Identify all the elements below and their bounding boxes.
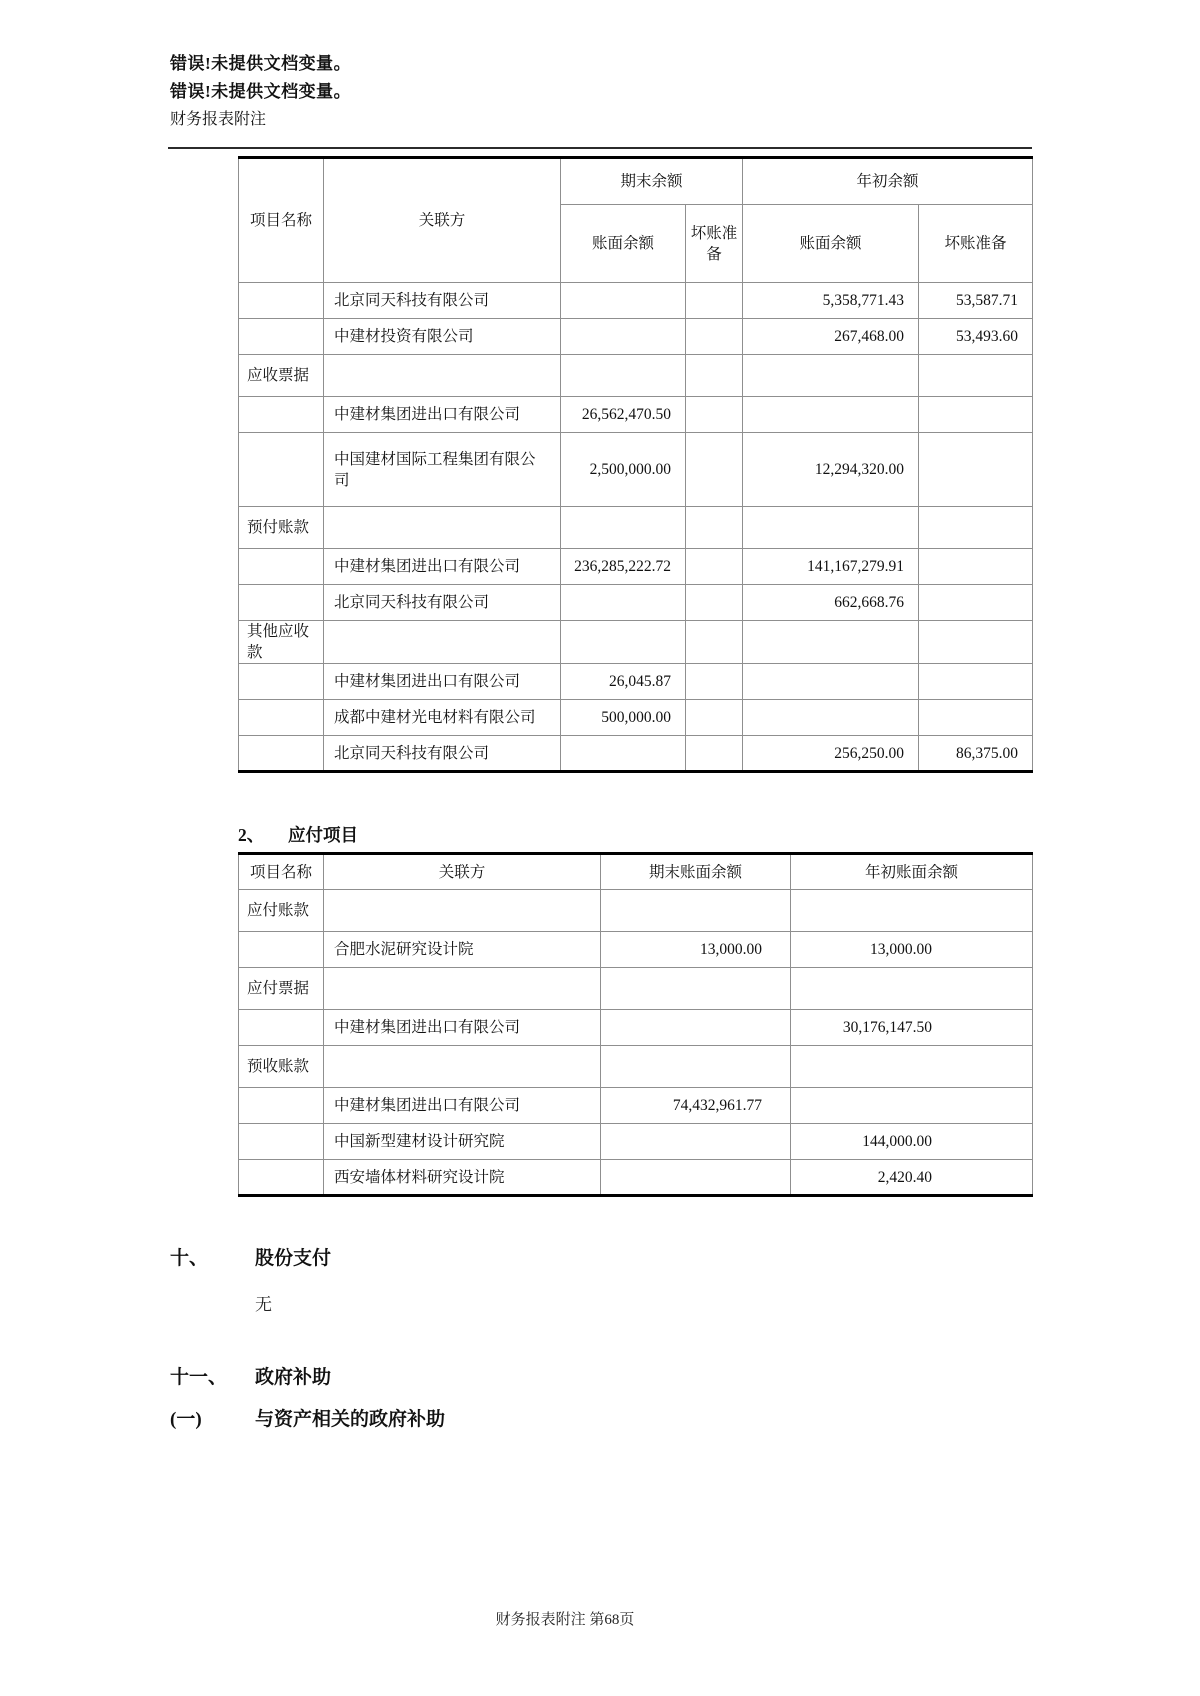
section-2-number: 2、 <box>238 825 265 845</box>
page-footer: 财务报表附注 第68页 <box>495 1612 635 1628</box>
item-cell: 应付账款 <box>239 890 324 932</box>
table-row <box>239 1160 1033 1196</box>
table-row <box>239 433 1033 507</box>
begin-bad-cell <box>919 397 1033 433</box>
table-row <box>239 549 1033 585</box>
begin-bad-cell <box>919 621 1033 664</box>
section-10-title: 股份支付 <box>255 1248 332 1269</box>
begin-book-cell: 12,294,320.00 <box>743 433 919 507</box>
party-cell: 中国建材国际工程集团有限公司 <box>324 433 561 507</box>
table-row <box>239 890 1033 932</box>
table-row <box>239 1124 1033 1160</box>
party-cell <box>324 355 561 397</box>
end-balance-cell: 74,432,961.77 <box>601 1088 791 1124</box>
party-cell: 北京同天科技有限公司 <box>324 283 561 319</box>
item-cell <box>239 736 324 772</box>
end-book-cell: 236,285,222.72 <box>561 549 686 585</box>
section-11-number: 十一、 <box>170 1367 228 1388</box>
section-10-number: 十、 <box>170 1248 209 1269</box>
begin-bad-cell: 53,587.71 <box>919 283 1033 319</box>
begin-bad-cell: 53,493.60 <box>919 319 1033 355</box>
section-11-title: 政府补助 <box>255 1367 332 1388</box>
end-bad-cell <box>686 549 743 585</box>
section-11-1-heading <box>170 1404 445 1431</box>
col-header-item: 项目名称 <box>239 854 324 890</box>
col-header-party: 关联方 <box>324 158 561 283</box>
item-cell <box>239 283 324 319</box>
col-header-end-bad-debt: 坏账准备 <box>686 205 743 283</box>
end-bad-cell <box>686 621 743 664</box>
item-cell: 应付票据 <box>239 968 324 1010</box>
item-cell <box>239 433 324 507</box>
party-cell: 北京同天科技有限公司 <box>324 736 561 772</box>
party-cell: 中国新型建材设计研究院 <box>324 1124 601 1160</box>
begin-bad-cell: 86,375.00 <box>919 736 1033 772</box>
begin-bad-cell <box>919 433 1033 507</box>
end-balance-cell <box>601 968 791 1010</box>
begin-book-cell <box>743 700 919 736</box>
document-header <box>170 50 351 134</box>
section-11-1-number: (一) <box>170 1409 202 1430</box>
col-header-item: 项目名称 <box>239 158 324 283</box>
begin-balance-cell <box>791 968 1033 1010</box>
begin-balance-cell: 144,000.00 <box>791 1124 1033 1160</box>
table-row <box>239 700 1033 736</box>
header-line-1: 错误!未提供文档变量。 <box>170 54 352 73</box>
begin-balance-cell <box>791 890 1033 932</box>
section-11-heading <box>170 1362 331 1389</box>
item-cell <box>239 1088 324 1124</box>
begin-book-cell <box>743 507 919 549</box>
end-balance-cell <box>601 890 791 932</box>
party-cell <box>324 621 561 664</box>
end-bad-cell <box>686 664 743 700</box>
begin-bad-cell <box>919 700 1033 736</box>
end-bad-cell <box>686 283 743 319</box>
table-row <box>239 585 1033 621</box>
begin-bad-cell <box>919 507 1033 549</box>
table-header-row <box>239 158 1033 205</box>
party-cell <box>324 507 561 549</box>
table-row <box>239 664 1033 700</box>
end-balance-cell: 13,000.00 <box>601 932 791 968</box>
table-row <box>239 1010 1033 1046</box>
item-cell <box>239 700 324 736</box>
end-balance-cell <box>601 1160 791 1196</box>
table-row <box>239 355 1033 397</box>
begin-book-cell: 256,250.00 <box>743 736 919 772</box>
begin-book-cell <box>743 355 919 397</box>
begin-balance-cell <box>791 1046 1033 1088</box>
col-header-begin-book: 账面余额 <box>743 205 919 283</box>
header-divider <box>168 147 1032 149</box>
end-book-cell: 26,562,470.50 <box>561 397 686 433</box>
end-book-cell <box>561 319 686 355</box>
table-row <box>239 932 1033 968</box>
end-bad-cell <box>686 700 743 736</box>
end-balance-cell <box>601 1010 791 1046</box>
section-11-1-title: 与资产相关的政府补助 <box>255 1409 446 1430</box>
end-bad-cell <box>686 433 743 507</box>
begin-balance-cell: 13,000.00 <box>791 932 1033 968</box>
item-cell <box>239 1124 324 1160</box>
col-header-begin-bad-debt: 坏账准备 <box>919 205 1033 283</box>
item-cell <box>239 1160 324 1196</box>
col-header-end-group: 期末余额 <box>561 158 743 205</box>
end-bad-cell <box>686 585 743 621</box>
end-balance-cell <box>601 1046 791 1088</box>
payables-related-party-table <box>238 852 1033 1197</box>
begin-book-cell <box>743 621 919 664</box>
end-bad-cell <box>686 355 743 397</box>
section-2-heading <box>238 822 358 847</box>
begin-balance-cell: 30,176,147.50 <box>791 1010 1033 1046</box>
col-header-end-balance: 期末账面余额 <box>601 854 791 890</box>
begin-book-cell: 141,167,279.91 <box>743 549 919 585</box>
table-row <box>239 283 1033 319</box>
end-book-cell <box>561 621 686 664</box>
item-cell <box>239 319 324 355</box>
section-10-heading <box>170 1243 331 1270</box>
item-cell <box>239 932 324 968</box>
party-cell: 合肥水泥研究设计院 <box>324 932 601 968</box>
col-header-begin-balance: 年初账面余额 <box>791 854 1033 890</box>
party-cell: 中建材集团进出口有限公司 <box>324 397 561 433</box>
section-2-title: 应付项目 <box>288 825 358 845</box>
col-header-begin-group: 年初余额 <box>743 158 1033 205</box>
begin-bad-cell <box>919 664 1033 700</box>
begin-bad-cell <box>919 549 1033 585</box>
item-cell <box>239 397 324 433</box>
begin-book-cell: 267,468.00 <box>743 319 919 355</box>
table-row <box>239 507 1033 549</box>
end-book-cell <box>561 507 686 549</box>
table-row <box>239 319 1033 355</box>
table-row <box>239 397 1033 433</box>
begin-book-cell: 5,358,771.43 <box>743 283 919 319</box>
end-bad-cell <box>686 319 743 355</box>
end-book-cell: 2,500,000.00 <box>561 433 686 507</box>
party-cell: 中建材集团进出口有限公司 <box>324 549 561 585</box>
item-cell <box>239 664 324 700</box>
party-cell: 中建材集团进出口有限公司 <box>324 1010 601 1046</box>
table-row <box>239 1088 1033 1124</box>
begin-bad-cell <box>919 355 1033 397</box>
end-book-cell <box>561 283 686 319</box>
party-cell: 西安墙体材料研究设计院 <box>324 1160 601 1196</box>
party-cell <box>324 890 601 932</box>
party-cell: 中建材集团进出口有限公司 <box>324 664 561 700</box>
table-header-row <box>239 854 1033 890</box>
party-cell <box>324 968 601 1010</box>
begin-book-cell <box>743 397 919 433</box>
end-balance-cell <box>601 1124 791 1160</box>
section-10-body: 无 <box>255 1295 272 1314</box>
table-row <box>239 621 1033 664</box>
begin-book-cell <box>743 664 919 700</box>
begin-bad-cell <box>919 585 1033 621</box>
party-cell: 成都中建材光电材料有限公司 <box>324 700 561 736</box>
begin-balance-cell: 2,420.40 <box>791 1160 1033 1196</box>
item-cell <box>239 549 324 585</box>
receivables-related-party-table <box>238 156 1033 773</box>
party-cell <box>324 1046 601 1088</box>
header-line-3: 财务报表附注 <box>170 111 267 128</box>
item-cell: 预付账款 <box>239 507 324 549</box>
begin-book-cell: 662,668.76 <box>743 585 919 621</box>
item-cell <box>239 1010 324 1046</box>
end-book-cell <box>561 355 686 397</box>
end-bad-cell <box>686 397 743 433</box>
end-book-cell <box>561 585 686 621</box>
table-row <box>239 1046 1033 1088</box>
table-row <box>239 736 1033 772</box>
party-cell: 北京同天科技有限公司 <box>324 585 561 621</box>
party-cell: 中建材集团进出口有限公司 <box>324 1088 601 1124</box>
end-book-cell: 26,045.87 <box>561 664 686 700</box>
col-header-end-book: 账面余额 <box>561 205 686 283</box>
item-cell <box>239 585 324 621</box>
end-book-cell: 500,000.00 <box>561 700 686 736</box>
begin-balance-cell <box>791 1088 1033 1124</box>
item-cell: 其他应收款 <box>239 621 324 664</box>
header-line-2: 错误!未提供文档变量。 <box>170 82 352 101</box>
party-cell: 中建材投资有限公司 <box>324 319 561 355</box>
table-row <box>239 968 1033 1010</box>
col-header-party: 关联方 <box>324 854 601 890</box>
item-cell: 预收账款 <box>239 1046 324 1088</box>
end-book-cell <box>561 736 686 772</box>
item-cell: 应收票据 <box>239 355 324 397</box>
end-bad-cell <box>686 736 743 772</box>
end-bad-cell <box>686 507 743 549</box>
